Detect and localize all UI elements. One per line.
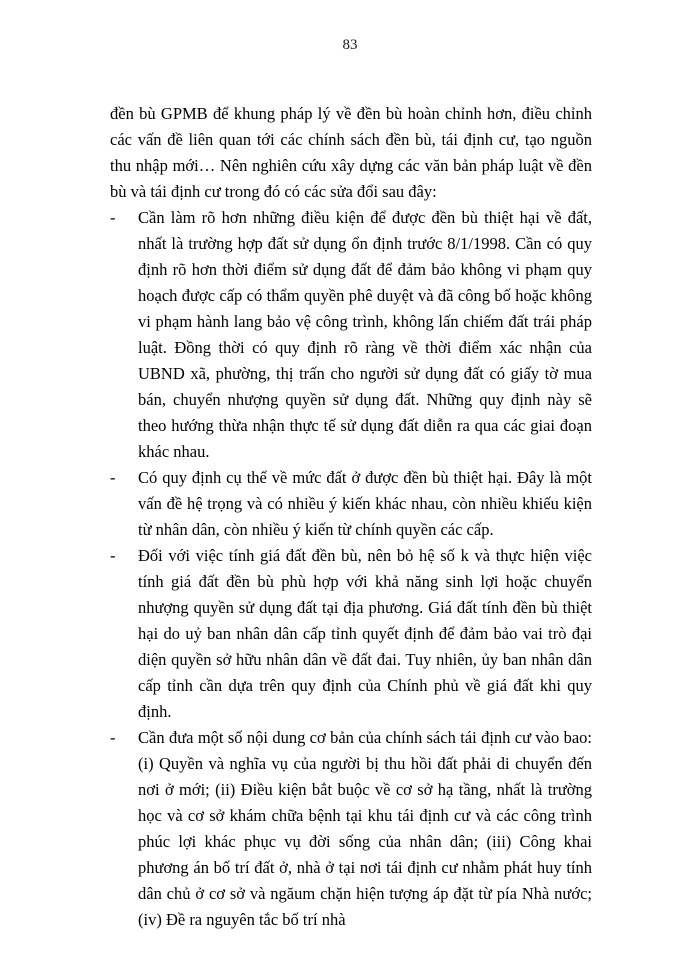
list-item-text: Có quy định cụ thể về mức đất ở được đền bù thiệt hại. Đây là một vấn đề hệ trọng và có nhiều ý kiến khác nhau, còn nhiều khiếu kiện từ nhân dân, còn nhiều ý kiến từ chính quyền các cấp. [138, 468, 592, 539]
intro-paragraph: đền bù GPMB để khung pháp lý về đền bù hoàn chỉnh hơn, điều chỉnh các vấn đề liên quan tới các chính sách đền bù, tái định cư, tạo nguồn thu nhập mới… Nên nghiên cứu xây dựng các văn bản pháp luật về đền bù và tái định cư trong đó có các sửa đổi sau đây: [110, 104, 592, 201]
list-item [110, 205, 592, 465]
list-dash-marker: - [110, 728, 116, 747]
list-item [110, 543, 592, 725]
list-item-text: Cần đưa một số nội dung cơ bản của chính sách tái định cư vào bao: (i) Quyền và nghĩa vụ của người bị thu hồi đất phải di chuyển đến nơi ở mới; (ii) Điều kiện bắt buộc về cơ sở hạ tầng, nhất là trường học và cơ sở khám chữa bệnh tại khu tái định cư và các công trình phúc lợi khác phục vụ đời sống của nhân dân; (iii) Công khai phương án bố trí đất ở, nhà ở tại nơi tái định cư nhằm phát huy tính dân chủ ở cơ sở và ngăum chặn hiện tượng áp đặt từ pía Nhà nước; (iv) Đề ra nguyên tắc bố trí nhà [138, 728, 592, 929]
list-dash-marker: - [110, 208, 116, 227]
page-content [110, 101, 592, 933]
list-item [110, 465, 592, 543]
list-item [110, 725, 592, 933]
list-dash-marker: - [110, 468, 116, 487]
list-dash-marker: - [110, 546, 116, 565]
list-item-text: Đối với việc tính giá đất đền bù, nên bỏ hệ số k và thực hiện việc tính giá đất đền bù phù hợp với khả năng sinh lợi hoặc chuyển nhượng quyền sử dụng đất tại địa phương. Giá đất tính đền bù thiệt hại do uỷ ban nhân dân cấp tỉnh quyết định để đảm bảo vai trò đại diện quyền sở hữu nhân dân về đất đai. Tuy nhiên, ủy ban nhân dân cấp tỉnh cần dựa trên quy định của Chính phủ về giá đất khi quy định. [138, 546, 592, 721]
list-item-text: Cần làm rõ hơn những điều kiện để được đền bù thiệt hại về đất, nhất là trường hợp đất sử dụng ổn định trước 8/1/1998. Cần có quy định rõ hơn thời điểm sử dụng đất để đảm bảo không vi phạm quy hoạch được cấp có thẩm quyền phê duyệt và đã công bố hoặc không vi phạm hành lang bảo vệ công trình, không lấn chiếm đất trái pháp luật. Đồng thời có quy định rõ ràng về thời điểm xác nhận của UBND xã, phường, thị trấn cho người sử dụng đất có giấy tờ mua bán, chuyển nhượng quyền sử dụng đất. Những quy định này sẽ theo hướng thừa nhận thực tế sử dụng đất diễn ra qua các giai đoạn khác nhau. [138, 208, 592, 461]
page-number: 83 [342, 37, 358, 53]
